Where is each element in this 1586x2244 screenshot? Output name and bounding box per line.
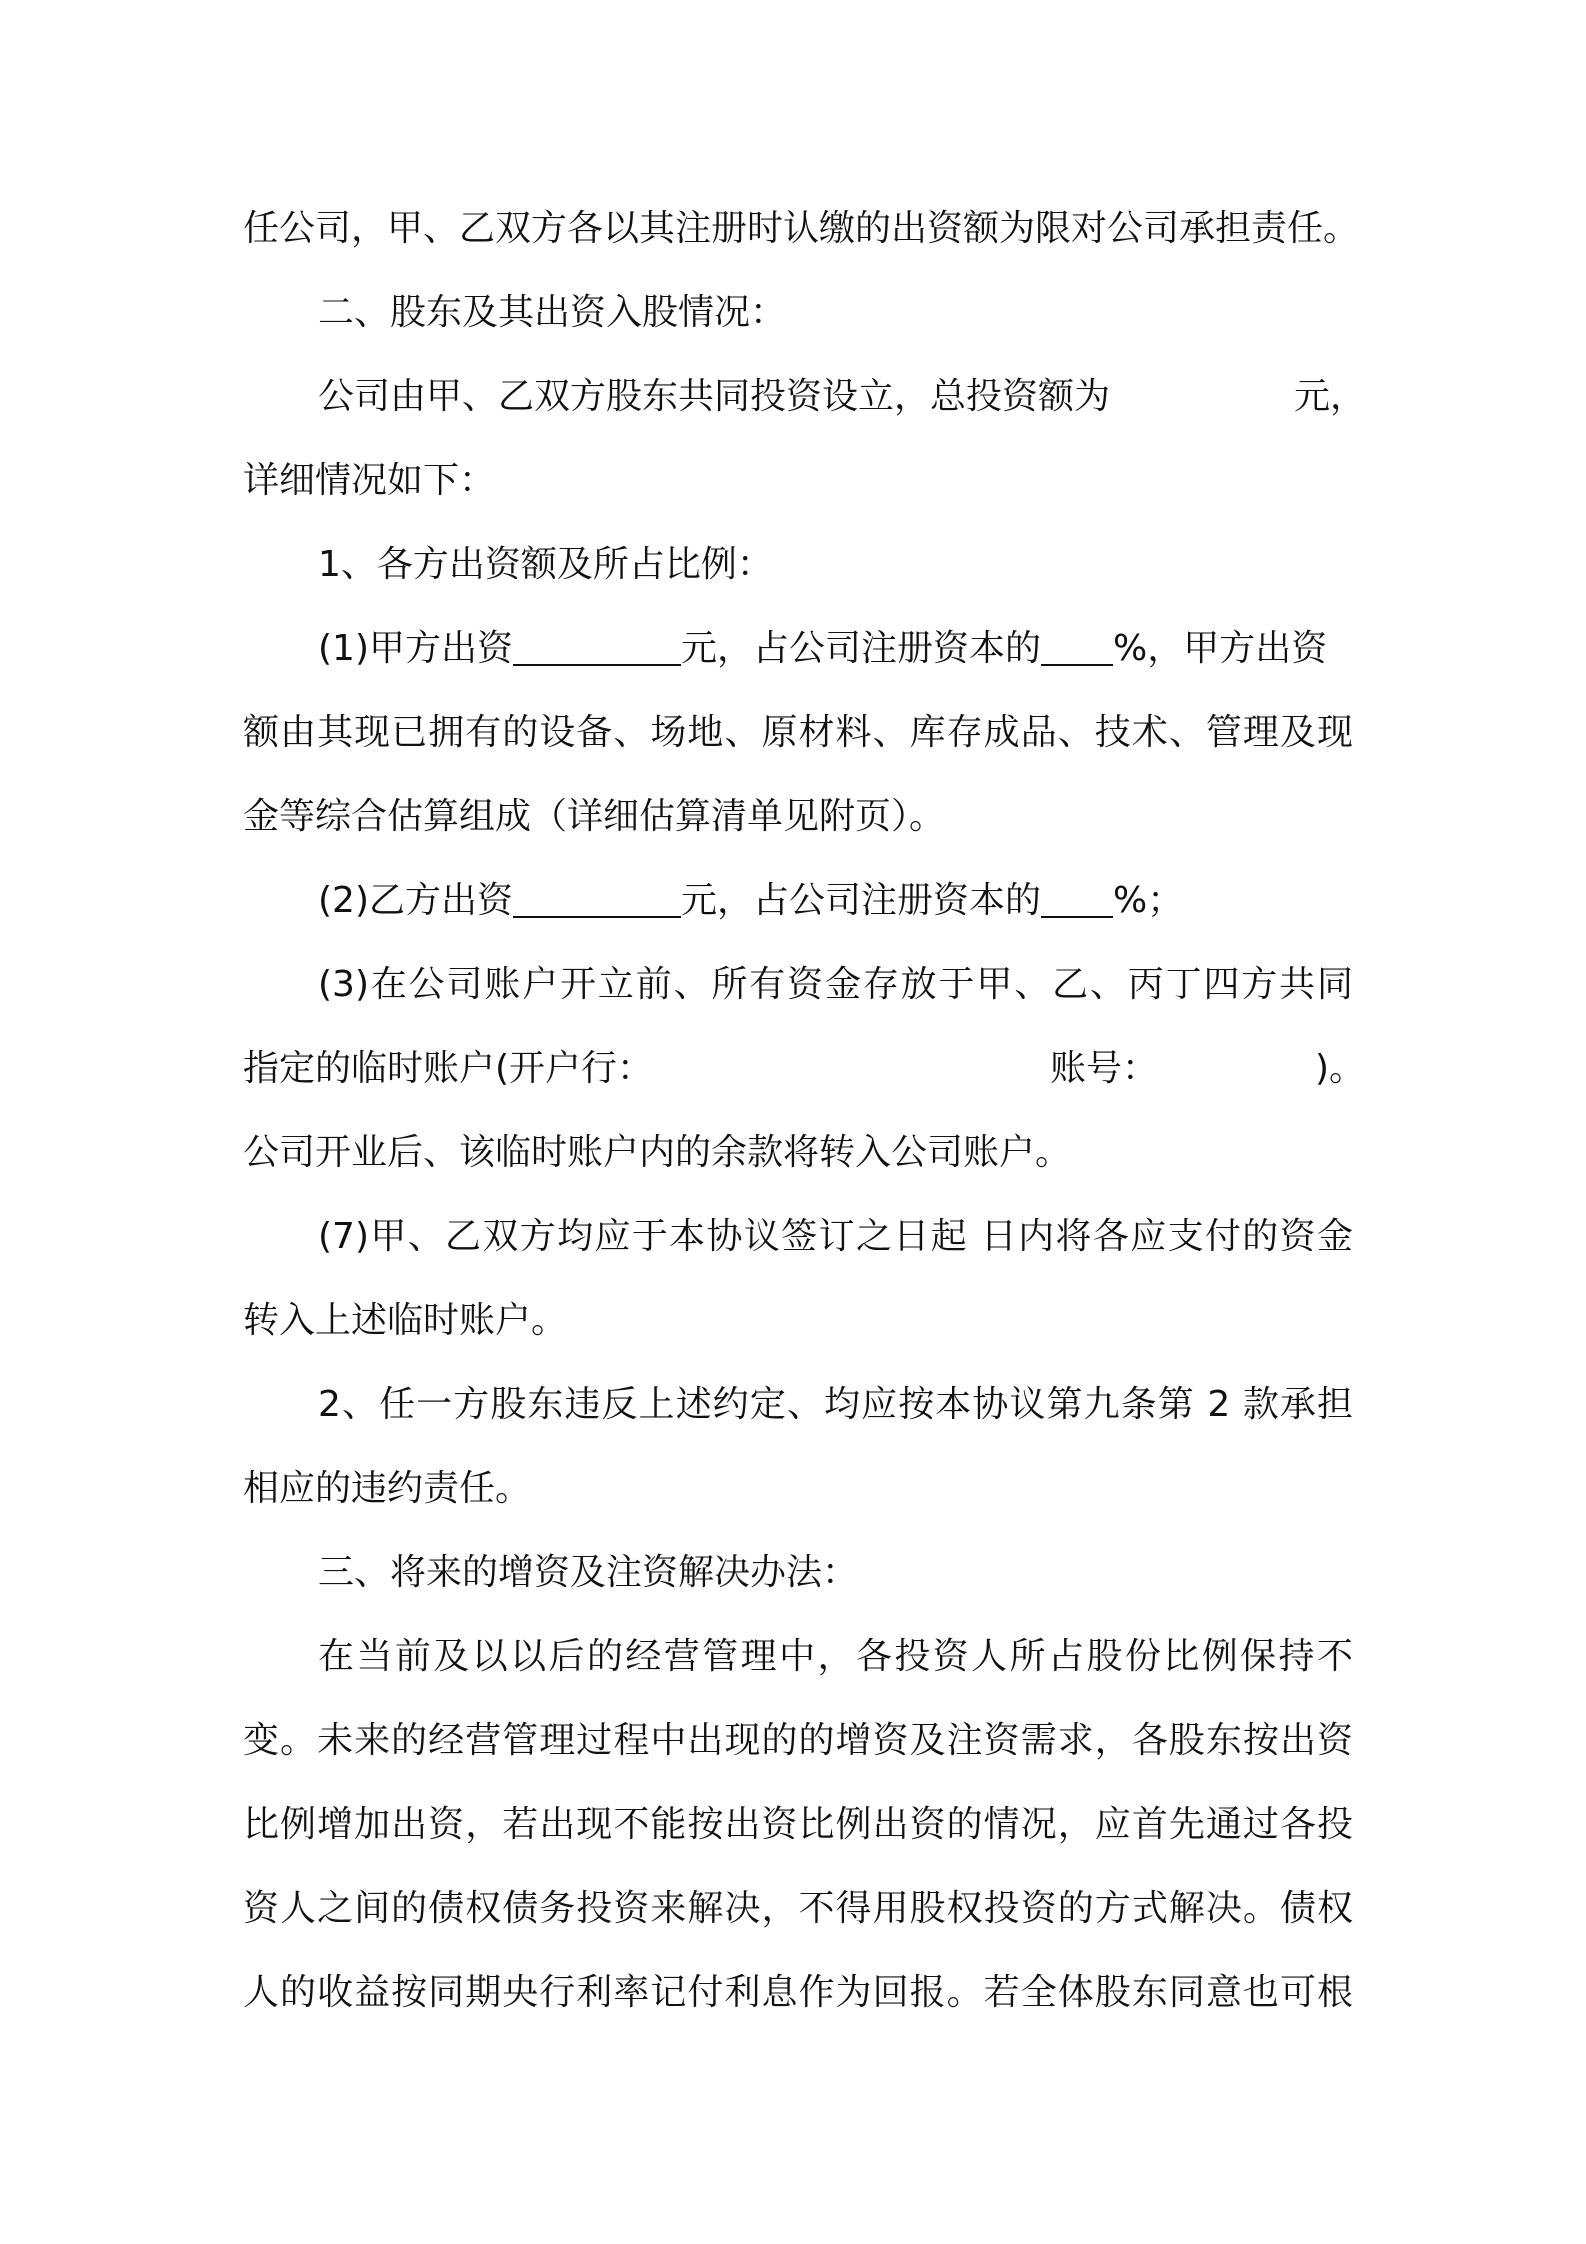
paragraph-line [318, 367, 1367, 427]
blank-underline [1041, 876, 1113, 918]
blank-underline [513, 876, 681, 918]
text-segment: )。 [1315, 1048, 1366, 1089]
blank-underline [1041, 624, 1113, 666]
paragraph-line: 在当前及以以后的经营管理中，各投资人所占股份比例保持不 [318, 1636, 1353, 1677]
text-segment: 元，占公司注册资本的 [681, 880, 1042, 921]
section-heading: 三、将来的增资及注资解决办法： [318, 1552, 859, 1593]
paragraph-line: 相应的违约责任。 [243, 1468, 532, 1509]
paragraph-line: 比例增加出资，若出现不能按出资比例出资的情况，应首先通过各投 [243, 1804, 1353, 1845]
paragraph-line: 任公司，甲、乙双方各以其注册时认缴的出资额为限对公司承担责任。 [243, 208, 1360, 249]
paragraph-line: 额由其现已拥有的设备、场地、原材料、库存成品、技术、管理及现 [243, 712, 1353, 753]
paragraph-line: 转入上述临时账户。 [243, 1300, 568, 1341]
text-segment: 账号： [1050, 1048, 1159, 1089]
text-segment: 指定的临时账户(开户行： [243, 1048, 654, 1089]
section-heading: 二、股东及其出资入股情况： [318, 292, 787, 333]
paragraph-line [318, 871, 1353, 931]
text-segment: (2)乙方出资 [318, 880, 513, 921]
paragraph-line: (7)甲、乙双方均应于本协议签订之日起 日内将各应支付的资金 [318, 1216, 1353, 1257]
paragraph-line: 人的收益按同期央行利率记付利息作为回报。若全体股东同意也可根 [243, 1972, 1353, 2013]
paragraph-line: 金等综合估算组成（详细估算清单见附页）。 [243, 796, 946, 837]
text-segment: %，甲方出资 [1113, 628, 1328, 669]
paragraph-line: 变。未来的经营管理过程中出现的的增资及注资需求，各股东按出资 [243, 1720, 1353, 1761]
paragraph-line [243, 1039, 1366, 1099]
text-segment: %； [1113, 880, 1184, 921]
blank-underline [513, 624, 681, 666]
paragraph-line: 2、任一方股东违反上述约定、均应按本协议第九条第 2 款承担 [318, 1384, 1353, 1425]
paragraph-line [318, 619, 1353, 679]
list-heading: 1、各方出资额及所占比例： [318, 544, 773, 585]
paragraph-line: 公司开业后、该临时账户内的余款将转入公司账户。 [243, 1132, 1072, 1173]
text-segment: 元，占公司注册资本的 [681, 628, 1042, 669]
paragraph-line: (3)在公司账户开立前、所有资金存放于甲、乙、丙丁四方共同 [318, 964, 1353, 1005]
text-segment: 元， [1294, 376, 1367, 417]
paragraph-line: 资人之间的债权债务投资来解决，不得用股权投资的方式解决。债权 [243, 1888, 1353, 1929]
paragraph-line: 详细情况如下： [243, 460, 496, 501]
text-segment: 公司由甲、乙双方股东共同投资设立，总投资额为 [318, 376, 1111, 417]
text-segment: (1)甲方出资 [318, 628, 513, 669]
